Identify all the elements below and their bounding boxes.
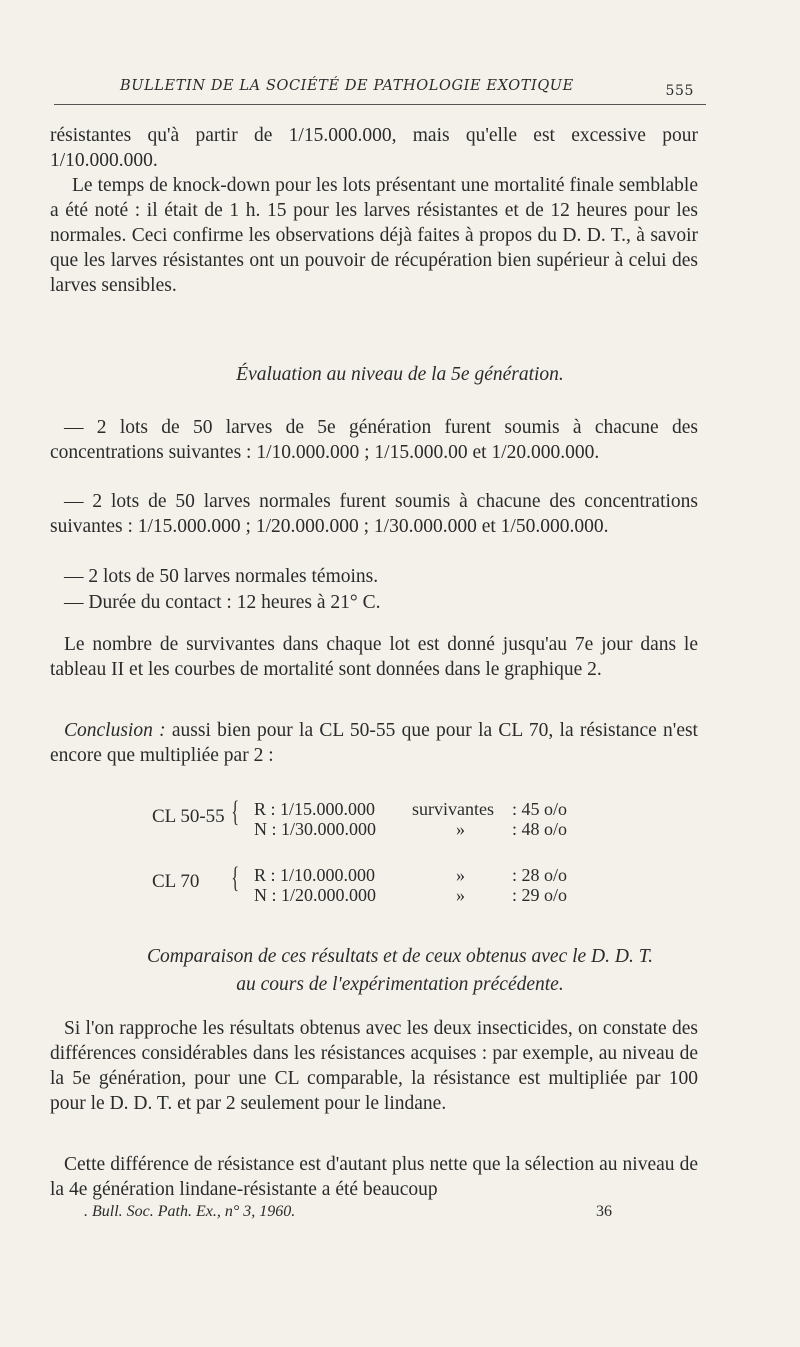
- list-item: — 2 lots de 50 larves normales témoins.: [64, 566, 379, 587]
- conclusion-paragraph: [50, 718, 698, 768]
- conclusion-lead: Conclusion :: [64, 720, 166, 741]
- note: »: [456, 819, 465, 839]
- section-heading: [0, 943, 800, 999]
- note: »: [456, 885, 465, 905]
- list-item: — Durée du contact : 12 heures à 21° C.: [64, 592, 381, 613]
- paragraph: Le nombre de survivantes dans chaque lot est donné jusqu'au 7e jour dans le tableau II et les courbes de mortalité sont données dans le graphique 2.: [50, 634, 698, 680]
- brace: {: [231, 795, 240, 828]
- section-heading-line: au cours de l'expérimentation précédente.: [236, 974, 564, 995]
- survival-value: : 48 o/o: [512, 819, 568, 839]
- journal-title: BULLETIN DE LA SOCIÉTÉ DE PATHOLOGIE EXOTIQUE: [120, 78, 574, 94]
- brace: {: [231, 861, 240, 894]
- footer-citation: . Bull. Soc. Path. Ex., n° 3, 1960.: [84, 1203, 296, 1220]
- survival-value: : 45 o/o: [512, 799, 568, 819]
- survival-value: : 29 o/o: [512, 885, 568, 905]
- group-label: CL 70: [152, 871, 200, 892]
- concentration: R : 1/10.000.000: [254, 865, 376, 885]
- paragraph: Le temps de knock-down pour les lots présentant une mortalité finale semblable a été noté : il était de 1 h. 15 pour les larves résistantes et de 12 heures pour les normales. Ceci confirme les observations déjà faites à propos du D. D. T., à savoir que les larves résistantes ont un pouvoir de récupération bien supérieur à celui des larves sensibles.: [50, 175, 698, 296]
- running-header: [60, 78, 700, 102]
- paragraph: résistantes qu'à partir de 1/15.000.000, mais qu'elle est excessive pour 1/10.000.000.: [50, 125, 698, 171]
- section-heading: Évaluation au niveau de la 5e génération.: [236, 364, 564, 385]
- note: survivantes: [412, 799, 494, 819]
- concentration: N : 1/30.000.000: [254, 819, 377, 839]
- survival-value: : 28 o/o: [512, 865, 568, 885]
- footer-signature: 36: [596, 1203, 612, 1220]
- note: »: [456, 865, 465, 885]
- conclusion-text: aussi bien pour la CL 50-55 que pour la CL 70, la résistance n'est encore que multipliée par 2 :: [50, 720, 698, 766]
- concentration: N : 1/20.000.000: [254, 885, 377, 905]
- group-label: CL 50-55: [152, 806, 225, 827]
- header-rule: [54, 104, 706, 105]
- paragraph: Cette différence de résistance est d'autant plus nette que la sélection au niveau de la 4e génération lindane-résistante a été beaucoup: [50, 1154, 698, 1200]
- paragraph: Si l'on rapproche les résultats obtenus avec les deux insecticides, on constate des différences considérables dans les résistances acquises : par exemple, au niveau de la 5e génération, pour une CL comparable, la résistance est multipliée par 100 pour le D. D. T. et par 2 seulement pour le lindane.: [50, 1018, 698, 1114]
- page-number: 555: [665, 83, 694, 99]
- section-heading-line: Comparaison de ces résultats et de ceux obtenus avec le D. D. T.: [147, 946, 653, 967]
- list-item: — 2 lots de 50 larves de 5e génération furent soumis à chacune des concentrations suivantes : 1/10.000.000 ; 1/15.000.00 et 1/20.000.000.: [50, 417, 698, 463]
- list-item: — 2 lots de 50 larves normales furent soumis à chacune des concentrations suivantes : 1/15.000.000 ; 1/20.000.000 ; 1/30.000.000 et 1/50.000.000.: [50, 491, 698, 537]
- concentration: R : 1/15.000.000: [254, 799, 376, 819]
